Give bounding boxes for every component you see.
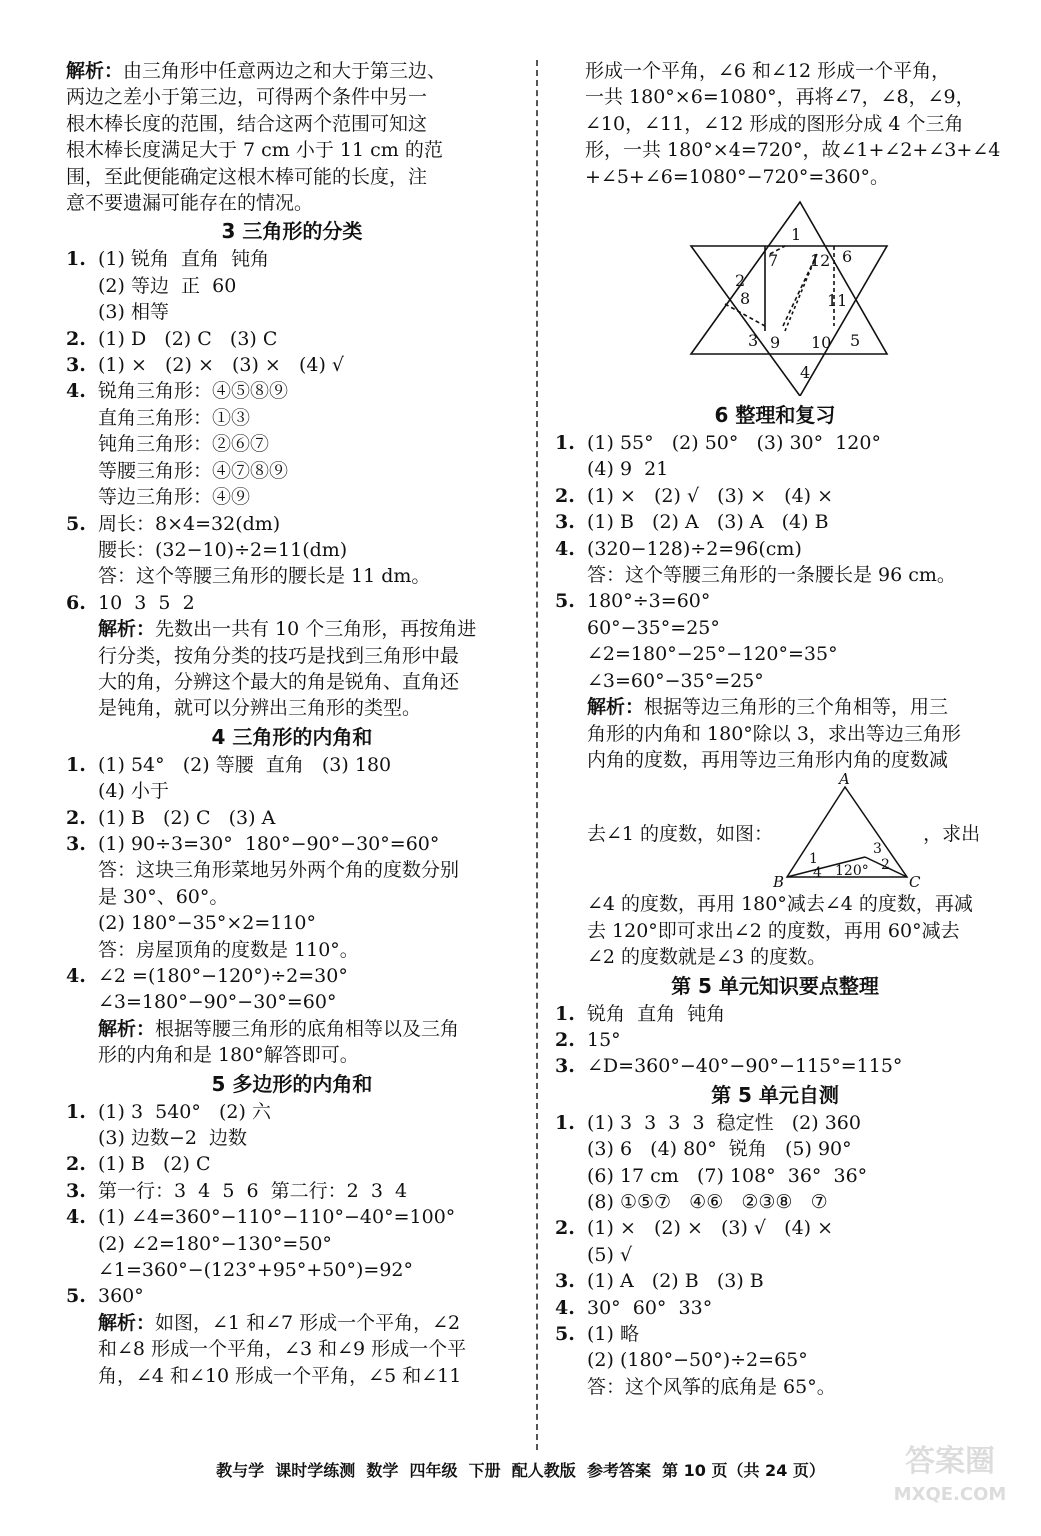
- star-figure: [555, 196, 995, 396]
- answer-line: ∠3=60°−35°=25°: [587, 669, 764, 692]
- analysis-line: 围，至此便能确定这根木棒可能的长度，注: [66, 165, 428, 188]
- angle-4: 4: [813, 865, 822, 882]
- analysis-line: 角形的内角和 180°除以 3，求出等边三角形: [587, 722, 961, 745]
- question-number: 4.: [555, 537, 575, 560]
- angle-120: 120°: [835, 863, 869, 880]
- answer-line: 锐角 直角 钝角: [587, 1002, 726, 1025]
- continued-line: ∠10，∠11，∠12 形成的图形分成 4 个三角: [585, 112, 964, 135]
- right-column: [555, 58, 1001, 1400]
- question-number: 5.: [66, 1285, 86, 1308]
- analysis-line: 由三角形中任意两边之和大于第三边、: [123, 60, 447, 82]
- question-number: 3.: [66, 354, 86, 377]
- question-number: 4.: [66, 380, 86, 403]
- page-footer: 教与学 课时学练测 数学 四年级 下册 配人教版 参考答案 第 10 页（共 24 页）: [216, 1461, 825, 1480]
- analysis-line: 根木棒长度的范围，结合这两个范围可知这: [66, 112, 428, 135]
- question-number: 4.: [66, 965, 86, 987]
- angle-1: 1: [809, 851, 818, 868]
- question-number: 2.: [66, 327, 86, 350]
- triangle-abc-figure: [773, 773, 923, 891]
- unit5-summary-title: 第 5 单元知识要点整理: [671, 973, 879, 998]
- question-number: 2.: [66, 806, 86, 829]
- unit5-summary-lines: [555, 1001, 995, 1080]
- analysis-line: 是钝角，就可以分辨出三角形的类型。: [98, 697, 422, 720]
- question-number: 6.: [66, 591, 86, 614]
- answer-line: 60°−35°=25°: [587, 616, 720, 639]
- answer-line: (1) × (2) × (3) × (4) √: [98, 354, 345, 377]
- star-label-9: 9: [770, 333, 781, 353]
- answer-line: 等腰三角形：④⑦⑧⑨: [98, 459, 289, 482]
- answer-line: 答：这个风筝的底角是 65°。: [587, 1375, 836, 1398]
- analysis-line: 去 120°即可求出∠2 的度数，再用 60°减去: [587, 919, 960, 942]
- question-number: 3.: [555, 1055, 575, 1078]
- answer-line: (1) A (2) B (3) B: [587, 1270, 764, 1293]
- answer-line: (1) × (2) × (3) √ (4) ×: [587, 1217, 834, 1240]
- question-number: 4.: [555, 1296, 575, 1319]
- question-number: 2.: [66, 1153, 86, 1176]
- analysis-line: 先数出一共有 10 个三角形，再按角进: [155, 618, 477, 641]
- analysis-tag: 解析：: [66, 60, 124, 82]
- star-label-12: 12: [810, 251, 831, 271]
- analysis-line: 行分类，按角分类的技巧是找到三角形中最: [98, 644, 460, 667]
- answer-line: (1) 锐角 直角 钝角: [98, 248, 270, 271]
- answer-line: (1) 3 3 3 3 稳定性 (2) 360: [587, 1111, 861, 1134]
- star-label-5: 5: [850, 331, 861, 351]
- answer-line: (2) 等边 正 60: [98, 274, 237, 297]
- star-label-6: 6: [842, 247, 853, 267]
- answer-line: 直角三角形：①③: [98, 406, 251, 429]
- analysis-tag: 解析：: [98, 1017, 156, 1040]
- analysis-line: 形的内角和是 180°解答即可。: [98, 1044, 359, 1067]
- question-number: 1.: [66, 1100, 86, 1123]
- answer-line: (1) ∠4=360°−110°−110°−40°=100°: [98, 1206, 456, 1229]
- answer-line: (1) 略: [587, 1323, 639, 1345]
- angle-2: 2: [881, 857, 890, 874]
- section-title-4: 4 三角形的内角和: [211, 724, 373, 749]
- question-number: 1.: [66, 753, 86, 776]
- question-number: 3.: [555, 511, 575, 534]
- answer-line: (1) 90÷3=30° 180°−90°−30°=60°: [98, 832, 440, 855]
- answer-line: ∠D=360°−40°−90°−115°=115°: [587, 1055, 903, 1078]
- answer-line: (3) 6 (4) 80° 锐角 (5) 90°: [587, 1138, 852, 1161]
- answer-line: (1) × (2) √ (3) × (4) ×: [587, 484, 834, 507]
- answer-line: (2) ∠2=180°−130°=50°: [98, 1232, 332, 1255]
- continued-line: +∠5+∠6=1080°−720°=360°。: [585, 165, 890, 188]
- answer-line: 答：这个等腰三角形的一条腰长是 96 cm。: [587, 564, 956, 587]
- watermark-logo: 答案圈 MXQE.COM: [893, 1444, 1007, 1505]
- continued-line: 一共 180°×6=1080°，再将∠7，∠8，∠9，: [585, 86, 975, 109]
- intro-analysis: [66, 58, 518, 216]
- analysis-line: 角，∠4 和∠10 形成一个平角，∠5 和∠11: [98, 1364, 462, 1387]
- answer-line: 锐角三角形：④⑤⑧⑨: [98, 380, 289, 403]
- answer-line: 答：这块三角形菜地另外两个角的度数分别: [98, 859, 460, 882]
- answer-line: (1) B (2) A (3) A (4) B: [587, 511, 829, 534]
- star-label-11: 11: [827, 291, 848, 311]
- angle-3: 3: [873, 841, 882, 858]
- unit5-test-lines: [555, 1110, 995, 1400]
- analysis-line: 两边之差小于第三边，可得两个条件中另一: [66, 86, 428, 109]
- analysis-line: 意不要遗漏可能存在的情况。: [66, 192, 314, 215]
- answer-line: 等边三角形：④⑨: [98, 486, 251, 509]
- answer-line: (2) 180°−35°×2=110°: [98, 912, 317, 935]
- question-number: 4.: [66, 1206, 86, 1229]
- analysis-line: ∠2 的度数就是∠3 的度数。: [587, 946, 827, 969]
- star-label-3: 3: [748, 331, 759, 351]
- answer-line: ∠2=180°−25°−120°=35°: [587, 643, 838, 666]
- question-number: 5.: [66, 512, 86, 535]
- answer-line: (3) 边数−2 边数: [98, 1127, 248, 1150]
- unit5-test-title: 第 5 单元自测: [711, 1082, 839, 1107]
- vertex-a: A: [839, 773, 850, 789]
- answer-line: (3) 相等: [98, 301, 169, 324]
- answer-line: (1) D (2) C (3) C: [98, 327, 278, 350]
- question-number: 2.: [555, 1028, 575, 1051]
- answer-line: (6) 17 cm (7) 108° 36° 36°: [587, 1164, 868, 1187]
- star-label-10: 10: [811, 333, 832, 353]
- section-6-lines: [555, 430, 995, 971]
- answer-line: (2) (180°−50°)÷2=65°: [587, 1349, 808, 1372]
- analysis-line: 根木棒长度满足大于 7 cm 小于 11 cm 的范: [66, 139, 443, 162]
- question-number: 5.: [555, 1323, 575, 1345]
- analysis-tag: 解析：: [587, 696, 645, 719]
- answer-line: (4) 9 21: [587, 458, 669, 481]
- answer-line: ∠1=360°−(123°+95°+50°)=92°: [98, 1259, 413, 1282]
- star-label-8: 8: [740, 289, 751, 309]
- question-number: 5.: [555, 590, 575, 613]
- vertex-b: B: [773, 873, 785, 892]
- question-number: 1.: [555, 1002, 575, 1025]
- question-number: 2.: [555, 484, 575, 507]
- question-number: 1.: [555, 1111, 575, 1134]
- answer-line: (1) B (2) C (3) A: [98, 806, 276, 829]
- answer-line: 15°: [587, 1028, 621, 1051]
- answer-line: 30° 60° 33°: [587, 1296, 713, 1319]
- answer-line: (5) √: [587, 1243, 633, 1266]
- analysis-line: 根据等边三角形的三个角相等，用三: [644, 696, 949, 719]
- section-5-lines: [66, 1099, 518, 1389]
- answer-line: ∠2 =(180°−120°)÷2=30°: [98, 965, 348, 987]
- answer-line: ∠3=180°−90°−30°=60°: [98, 991, 337, 1014]
- continued-line: 形，一共 180°×4=720°，故∠1+∠2+∠3+∠4: [585, 139, 1001, 162]
- answer-line: (1) B (2) C: [98, 1153, 211, 1176]
- section-3-lines: [66, 246, 518, 721]
- question-number: 1.: [555, 432, 575, 455]
- answer-line: 第一行：3 4 5 6 第二行：2 3 4: [98, 1179, 408, 1202]
- analysis-line: 大的角，分辨这个最大的角是锐角、直角还: [98, 670, 460, 693]
- analysis-line: 内角的度数，再用等边三角形内角的度数减: [587, 748, 949, 771]
- star-label-7: 7: [768, 251, 779, 271]
- question-number: 1.: [66, 248, 86, 271]
- answer-line: 是 30°、60°。: [98, 885, 229, 908]
- section-4-lines: [66, 752, 518, 1069]
- section-title-3: 3 三角形的分类: [221, 219, 363, 244]
- answer-line: 钝角三角形：②⑥⑦: [98, 433, 270, 456]
- question-number: 3.: [66, 1179, 86, 1202]
- left-column: [66, 58, 518, 1389]
- answer-line: (320−128)÷2=96(cm): [587, 537, 802, 560]
- answer-line: 10 3 5 2: [98, 591, 195, 614]
- section-title-5: 5 多边形的内角和: [211, 1071, 373, 1096]
- question-number: 3.: [555, 1270, 575, 1293]
- answer-line: (1) 55° (2) 50° (3) 30° 120°: [587, 432, 881, 455]
- answer-line: (1) 3 540° (2) 六: [98, 1100, 271, 1123]
- answer-line: (8) ①⑤⑦ ④⑥ ②③⑧ ⑦: [587, 1190, 828, 1213]
- star-label-2: 2: [735, 271, 746, 291]
- answer-line: 周长：8×4=32(dm): [98, 512, 281, 535]
- answer-line: (1) 54° (2) 等腰 直角 (3) 180: [98, 753, 392, 776]
- star-down-triangle: [691, 246, 887, 396]
- answer-line: 答：房屋顶角的度数是 110°。: [98, 938, 359, 961]
- star-label-1: 1: [791, 225, 802, 245]
- analysis-line: 去∠1 的度数，如图：: [587, 822, 774, 845]
- answer-line: 180°÷3=60°: [587, 590, 711, 613]
- star-label-4: 4: [800, 363, 811, 383]
- answer-line: (4) 小于: [98, 780, 169, 803]
- answer-line: 腰长：(32−10)÷2=11(dm): [98, 538, 348, 561]
- question-number: 2.: [555, 1217, 575, 1240]
- analysis-line: ，求出: [923, 822, 981, 845]
- answer-line: 答：这个等腰三角形的腰长是 11 dm。: [98, 565, 431, 588]
- analysis-line: ∠4 的度数，再用 180°减去∠4 的度数，再减: [587, 893, 973, 916]
- analysis-tag: 解析：: [98, 618, 156, 641]
- triangle-figure-row: [555, 773, 995, 891]
- analysis-line: 和∠8 形成一个平角，∠3 和∠9 形成一个平: [98, 1338, 467, 1361]
- continued-line: 形成一个平角，∠6 和∠12 形成一个平角，: [585, 60, 951, 82]
- analysis-line: 根据等腰三角形的底角相等以及三角: [155, 1017, 460, 1040]
- vertex-c: C: [909, 873, 921, 892]
- analysis-line: 如图，∠1 和∠7 形成一个平角，∠2: [155, 1311, 461, 1334]
- analysis-tag: 解析：: [98, 1311, 156, 1334]
- answer-line: 360°: [98, 1285, 144, 1308]
- question-number: 3.: [66, 832, 86, 855]
- column-divider: [536, 60, 538, 1450]
- section-title-6: 6 整理和复习: [714, 403, 836, 428]
